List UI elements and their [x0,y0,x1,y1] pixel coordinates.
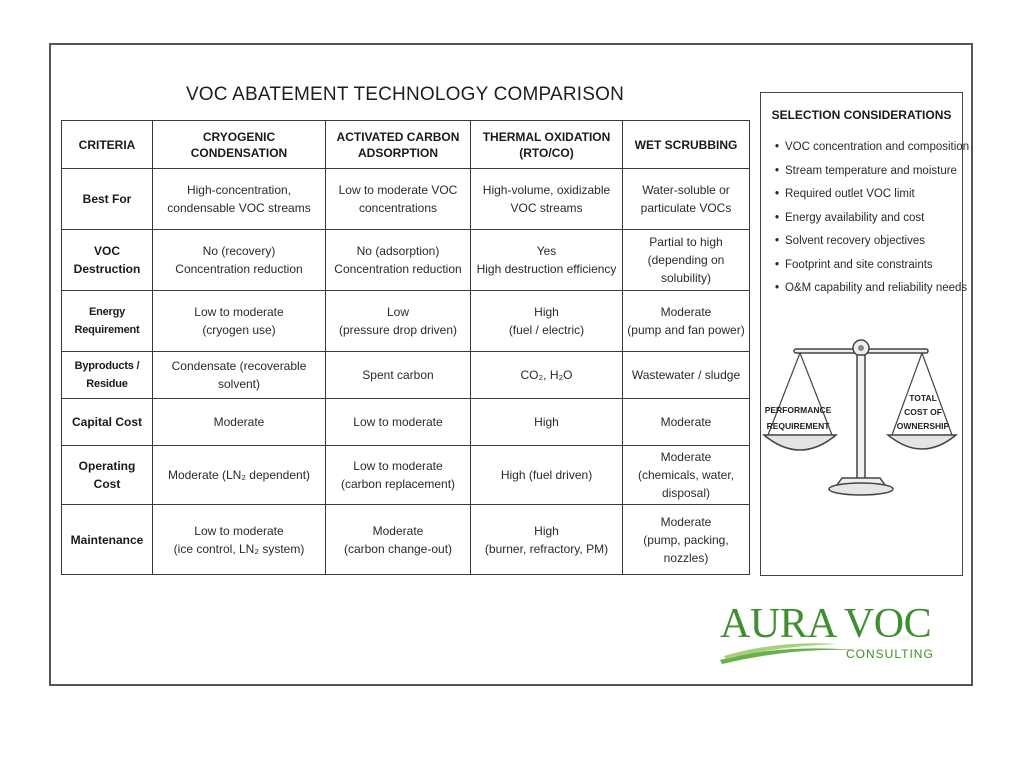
list-item [775,183,962,207]
list-item-text: O&M capability and reliability needs [785,282,968,294]
table-cell [471,291,623,352]
header-text-line: CRITERIA [78,137,136,152]
cell-text-line: Low to moderate [353,459,443,473]
cell-text-line: VOC streams [510,201,583,215]
bullet-icon: • [775,141,780,153]
header-text-line: (RTO/CO) [519,145,574,160]
cell-text-line: (pump, packing, nozzles) [643,532,729,565]
bullet-icon: • [775,282,780,294]
cell-text-line: Concentration reduction [334,262,462,276]
table-cell [326,505,471,575]
criteria-cell: Maintenance [62,505,153,575]
cell-text-line: Partial to high [649,235,723,249]
table-cell [326,399,471,446]
list-item [775,230,962,254]
table-row [62,446,750,505]
table-cell [326,291,471,352]
table-cell [153,169,326,230]
table-cell [153,352,326,399]
cell-text-line: Concentration reduction [175,262,303,276]
column-header [326,121,471,169]
cell-text-line: (carbon change-out) [343,541,453,556]
table-cell [623,352,750,399]
list-item [775,254,962,278]
list-item [775,160,962,184]
table-cell [153,446,326,505]
cell-text-line: Low to moderate VOC [338,183,458,197]
criteria-cell: Operating Cost [62,446,153,505]
table-cell [623,399,750,446]
table-cell [623,291,750,352]
table-header-row [62,121,750,169]
cell-text-line: Moderate [660,514,712,529]
column-header [153,121,326,169]
table-cell [153,505,326,575]
bullet-icon: • [775,235,780,247]
table-cell [326,230,471,291]
bullet-icon: • [775,188,780,200]
scale-left-label-2: REQUIREMENT [766,421,830,431]
list-item [775,136,970,160]
logo-wordmark: AURA VOC [720,601,932,647]
table-row [62,230,750,291]
table-cell [153,230,326,291]
cell-text-line: Wastewater / sludge [631,368,741,382]
table-row [62,505,750,575]
comparison-table [61,120,750,575]
criteria-cell: Energy Requirement [62,291,153,352]
cell-text-line: Moderate [660,305,712,319]
header-text-line: WET SCRUBBING [634,137,738,152]
cell-text-line: particulate VOCs [640,201,732,215]
balance-scale-icon [760,335,963,505]
cell-text-line: Low to moderate [194,523,284,538]
list-item [775,207,962,231]
cell-text-line: Low [386,305,409,319]
cell-text-line: High-volume, oxidizable [482,183,611,197]
criteria-cell: Capital Cost [62,399,153,446]
column-header [62,121,153,169]
cell-text-line: (carbon replacement) [340,477,456,491]
cell-text-line: (depending on solubility) [647,253,725,285]
bullet-icon: • [775,258,780,271]
header-text-line: ADSORPTION [357,145,438,160]
cell-text-line: High (fuel driven) [500,468,593,482]
cell-text-line: (pressure drop driven) [338,323,458,337]
table-cell [153,399,326,446]
table-cell [471,169,623,230]
bullet-icon: • [775,211,780,224]
cell-text-line: Water-soluble or [642,183,730,197]
cell-text-line: High [534,305,559,319]
cell-text-line: Condensate (recoverable solvent) [171,359,307,391]
cell-text-line: Low to moderate [194,305,284,319]
cell-text-line: High destruction efficiency [476,262,617,276]
cell-text-line: High [534,415,559,429]
cell-text-line: CO₂, H₂O [520,368,573,382]
cell-text-line: (fuel / electric) [508,323,585,337]
table-cell [623,505,750,575]
cell-text-line: (ice control, LN₂ system) [173,541,305,556]
column-header [471,121,623,169]
cell-text-line: Spent carbon [362,368,434,382]
table-row [62,352,750,399]
table-cell [623,230,750,291]
table-cell [326,352,471,399]
cell-text-line: Moderate [660,450,712,464]
scale-left-label-1: PERFORMANCE [764,405,832,415]
cell-text-line: Moderate [213,415,265,429]
cell-text-line: High [534,523,559,538]
cell-text-line: High-concentration, [186,183,292,197]
list-item-text: Solvent recovery objectives [785,235,925,247]
table-cell [153,291,326,352]
cell-text-line: (pump and fan power) [627,323,745,337]
cell-text-line: Yes [536,244,557,258]
considerations-title: SELECTION CONSIDERATIONS [771,108,952,122]
company-logo [718,598,938,668]
list-item [775,277,968,301]
list-item-text: VOC concentration and composition [785,141,970,153]
criteria-cell: Best For [62,169,153,230]
table-cell [326,446,471,505]
cell-text-line: No (adsorption) [356,244,440,258]
header-text-line: ACTIVATED CARBON [336,129,460,144]
page-title: VOC ABATEMENT TECHNOLOGY COMPARISON [185,84,625,105]
cell-text-line: condensable VOC streams [167,201,311,215]
cell-text-line: (burner, refractory, PM) [484,541,609,556]
scale-right-label-1: TOTAL [909,393,937,403]
table-cell [623,169,750,230]
cell-text-line: Low to moderate [353,415,443,429]
cell-text-line: concentrations [358,201,438,215]
considerations-list [761,136,970,301]
scale-right-label-2: COST OF [904,407,942,417]
table-cell [471,352,623,399]
cell-text-line: (cryogen use) [202,323,276,337]
list-item-text: Required outlet VOC limit [785,188,915,200]
table-cell [471,505,623,575]
table-row [62,291,750,352]
table-row [62,169,750,230]
cell-text-line: Moderate [660,415,712,429]
scale-right-label-3: OWNERSHIP [896,421,950,431]
logo-subtitle: CONSULTING [846,647,934,661]
table-cell [471,446,623,505]
column-header [623,121,750,169]
cell-text-line: Moderate [372,523,424,538]
header-text-line: CRYOGENIC CONDENSATION [190,129,288,160]
table-cell [471,230,623,291]
cell-text-line: (chemicals, water, disposal) [637,468,735,500]
list-item-text: Energy availability and cost [785,211,925,224]
criteria-cell: VOC Destruction [62,230,153,291]
criteria-cell: Byproducts / Residue [62,352,153,399]
table-row [62,399,750,446]
list-item-text: Stream temperature and moisture [785,164,957,177]
table-cell [326,169,471,230]
table-cell [623,446,750,505]
table-cell [471,399,623,446]
list-item-text: Footprint and site constraints [785,258,933,271]
cell-text-line: Moderate (LN₂ dependent) [167,468,311,482]
header-text-line: THERMAL OXIDATION [482,129,611,144]
bullet-icon: • [775,164,780,177]
cell-text-line: No (recovery) [202,244,276,258]
